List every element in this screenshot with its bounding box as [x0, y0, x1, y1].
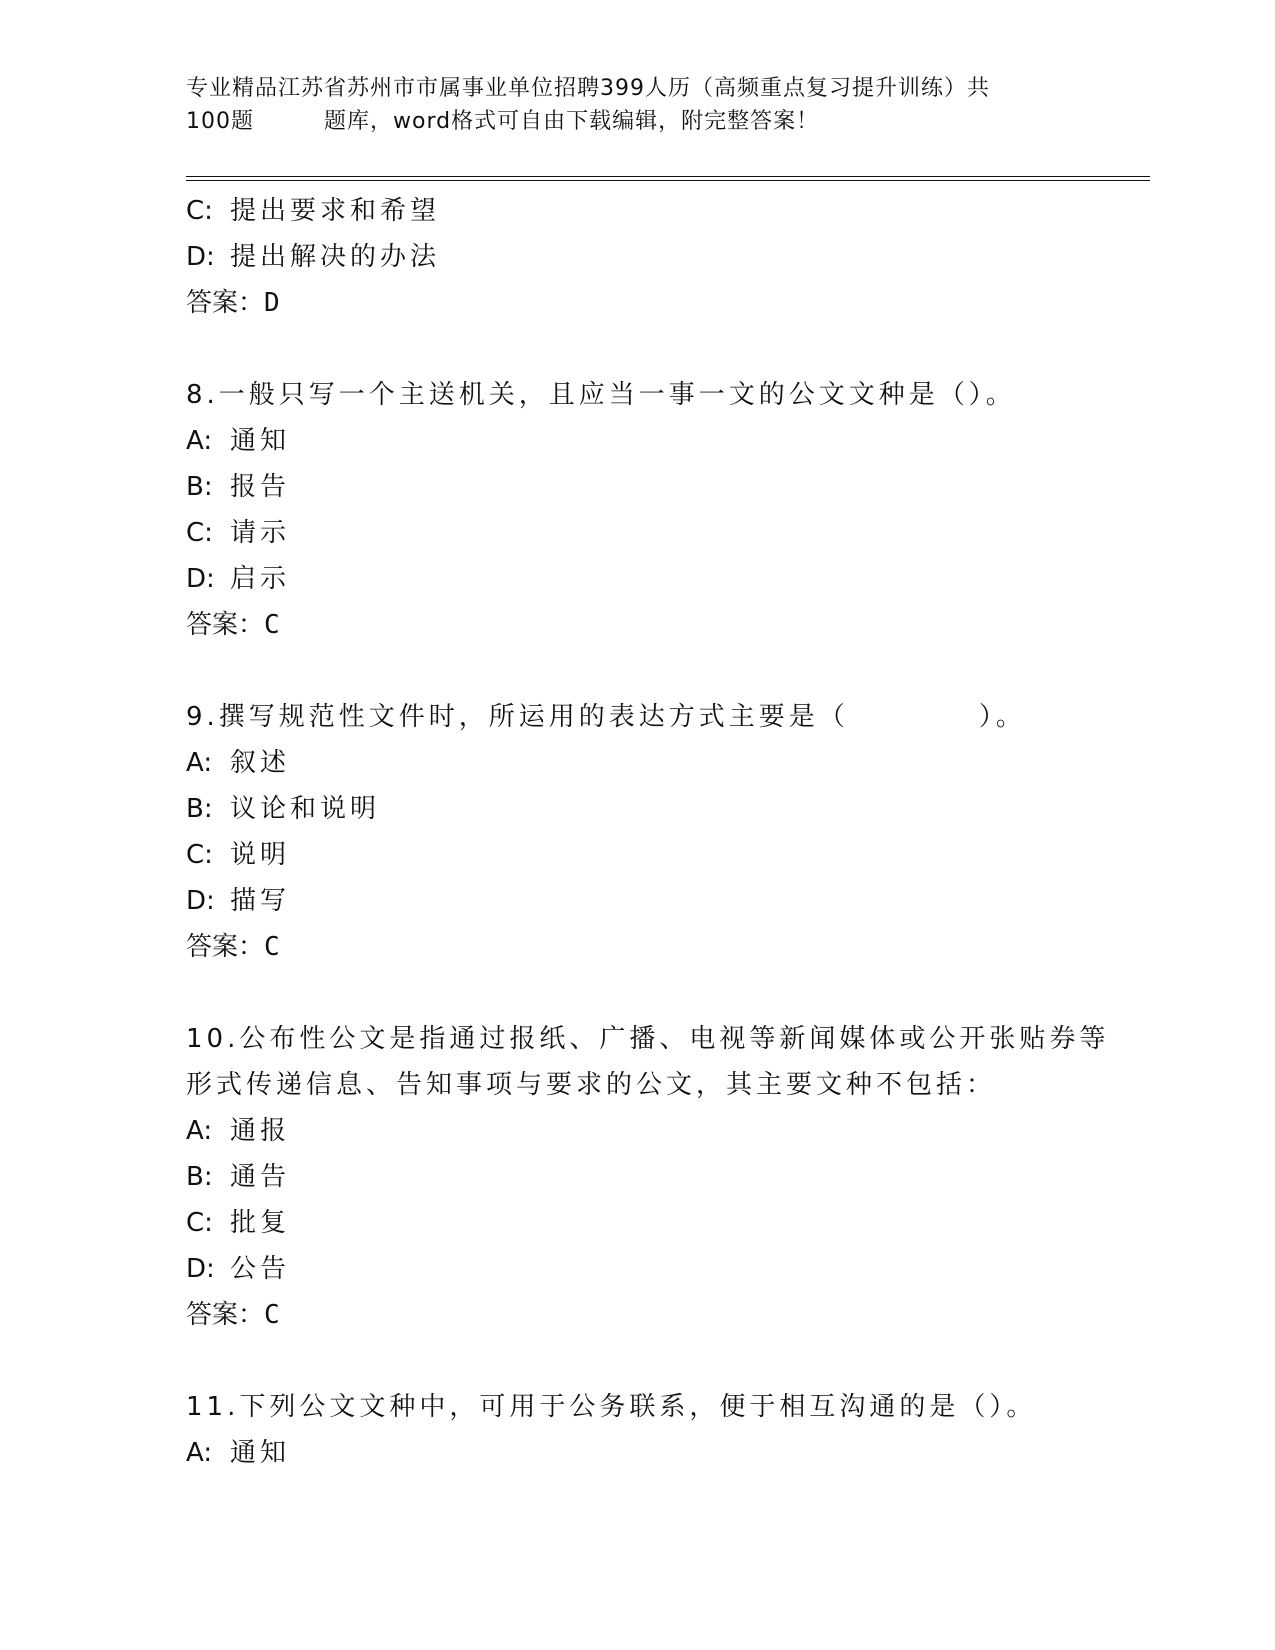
- option-letter: C:: [186, 1208, 213, 1238]
- option-letter: B:: [186, 794, 213, 824]
- option-c: [186, 1200, 1086, 1246]
- option-text: 说明: [230, 840, 291, 870]
- header-description: 题库，word格式可自由下载编辑，附完整答案！: [324, 109, 820, 134]
- question-11-title: 11.下列公文文种中，可用于公务联系，便于相互沟通的是（）。: [186, 1392, 1037, 1422]
- option-letter: C:: [186, 840, 213, 870]
- option-text: 描写: [230, 886, 291, 916]
- answer: [186, 1292, 1086, 1338]
- option-text: 议论和说明: [230, 794, 381, 824]
- question-9-title: [186, 694, 1086, 740]
- option-text: 请示: [230, 518, 291, 548]
- answer-label: 答案：: [186, 610, 265, 640]
- option-d: [186, 556, 1086, 602]
- option-c: [186, 188, 1086, 234]
- option-text: 通告: [230, 1162, 291, 1192]
- answer-label: 答案：: [186, 1300, 265, 1330]
- answer-value: C: [264, 1300, 280, 1330]
- option-text: 报告: [230, 472, 291, 502]
- answer: [186, 602, 1086, 648]
- header-title-line-1: 专业精品江苏省苏州市市属事业单位招聘399人历（高频重点复习提升训练）共: [186, 76, 990, 101]
- page-header: [186, 72, 1086, 138]
- option-a: [186, 1430, 1086, 1476]
- answer-label: 答案：: [186, 288, 265, 318]
- option-c: [186, 510, 1086, 556]
- option-a: [186, 740, 1086, 786]
- document-body: [186, 188, 1110, 1476]
- option-b: [186, 464, 1086, 510]
- option-letter: D:: [186, 886, 215, 916]
- option-d: [186, 1246, 1086, 1292]
- option-letter: A:: [186, 426, 213, 456]
- answer-label: 答案：: [186, 932, 265, 962]
- option-text: 提出要求和希望: [230, 196, 441, 226]
- option-letter: A:: [186, 1438, 213, 1468]
- option-text: 通报: [230, 1116, 291, 1146]
- answer-value: D: [264, 288, 280, 318]
- option-letter: B:: [186, 472, 213, 502]
- option-letter: B:: [186, 1162, 213, 1192]
- option-text: 启示: [230, 564, 291, 594]
- question-8-title: 8.一般只写一个主送机关，且应当一事一文的公文文种是（）。: [186, 380, 1016, 410]
- option-a: [186, 418, 1086, 464]
- option-text: 提出解决的办法: [230, 242, 441, 272]
- option-letter: C:: [186, 196, 213, 226]
- header-divider: [186, 176, 1150, 181]
- header-title-line-2: [186, 105, 1086, 138]
- option-letter: A:: [186, 748, 213, 778]
- option-letter: D:: [186, 1254, 215, 1284]
- answer: [186, 924, 1086, 970]
- option-c: [186, 832, 1086, 878]
- question-9-title-end: ）。: [978, 702, 1026, 732]
- option-letter: C:: [186, 518, 213, 548]
- option-d: [186, 878, 1086, 924]
- question-9-title-start: 9.撰写规范性文件时，所运用的表达方式主要是（: [186, 702, 849, 732]
- answer: [186, 280, 1086, 326]
- header-question-count: 100题: [186, 109, 254, 134]
- option-text: 叙述: [230, 748, 291, 778]
- option-d: [186, 234, 1086, 280]
- option-letter: D:: [186, 564, 215, 594]
- question-10-title-line-2: 形式传递信息、告知事项与要求的公文，其主要文种不包括：: [186, 1070, 997, 1100]
- option-b: [186, 1154, 1086, 1200]
- option-text: 通知: [230, 426, 291, 456]
- answer-value: C: [264, 932, 280, 962]
- answer-value: C: [264, 610, 280, 640]
- option-text: 公告: [230, 1254, 291, 1284]
- question-10-title-line-1: 10.公布性公文是指通过报纸、广播、电视等新闻媒体或公开张贴券等: [186, 1024, 1110, 1054]
- option-b: [186, 786, 1086, 832]
- option-text: 批复: [230, 1208, 291, 1238]
- option-text: 通知: [230, 1438, 291, 1468]
- option-a: [186, 1108, 1086, 1154]
- option-letter: A:: [186, 1116, 213, 1146]
- option-letter: D:: [186, 242, 215, 272]
